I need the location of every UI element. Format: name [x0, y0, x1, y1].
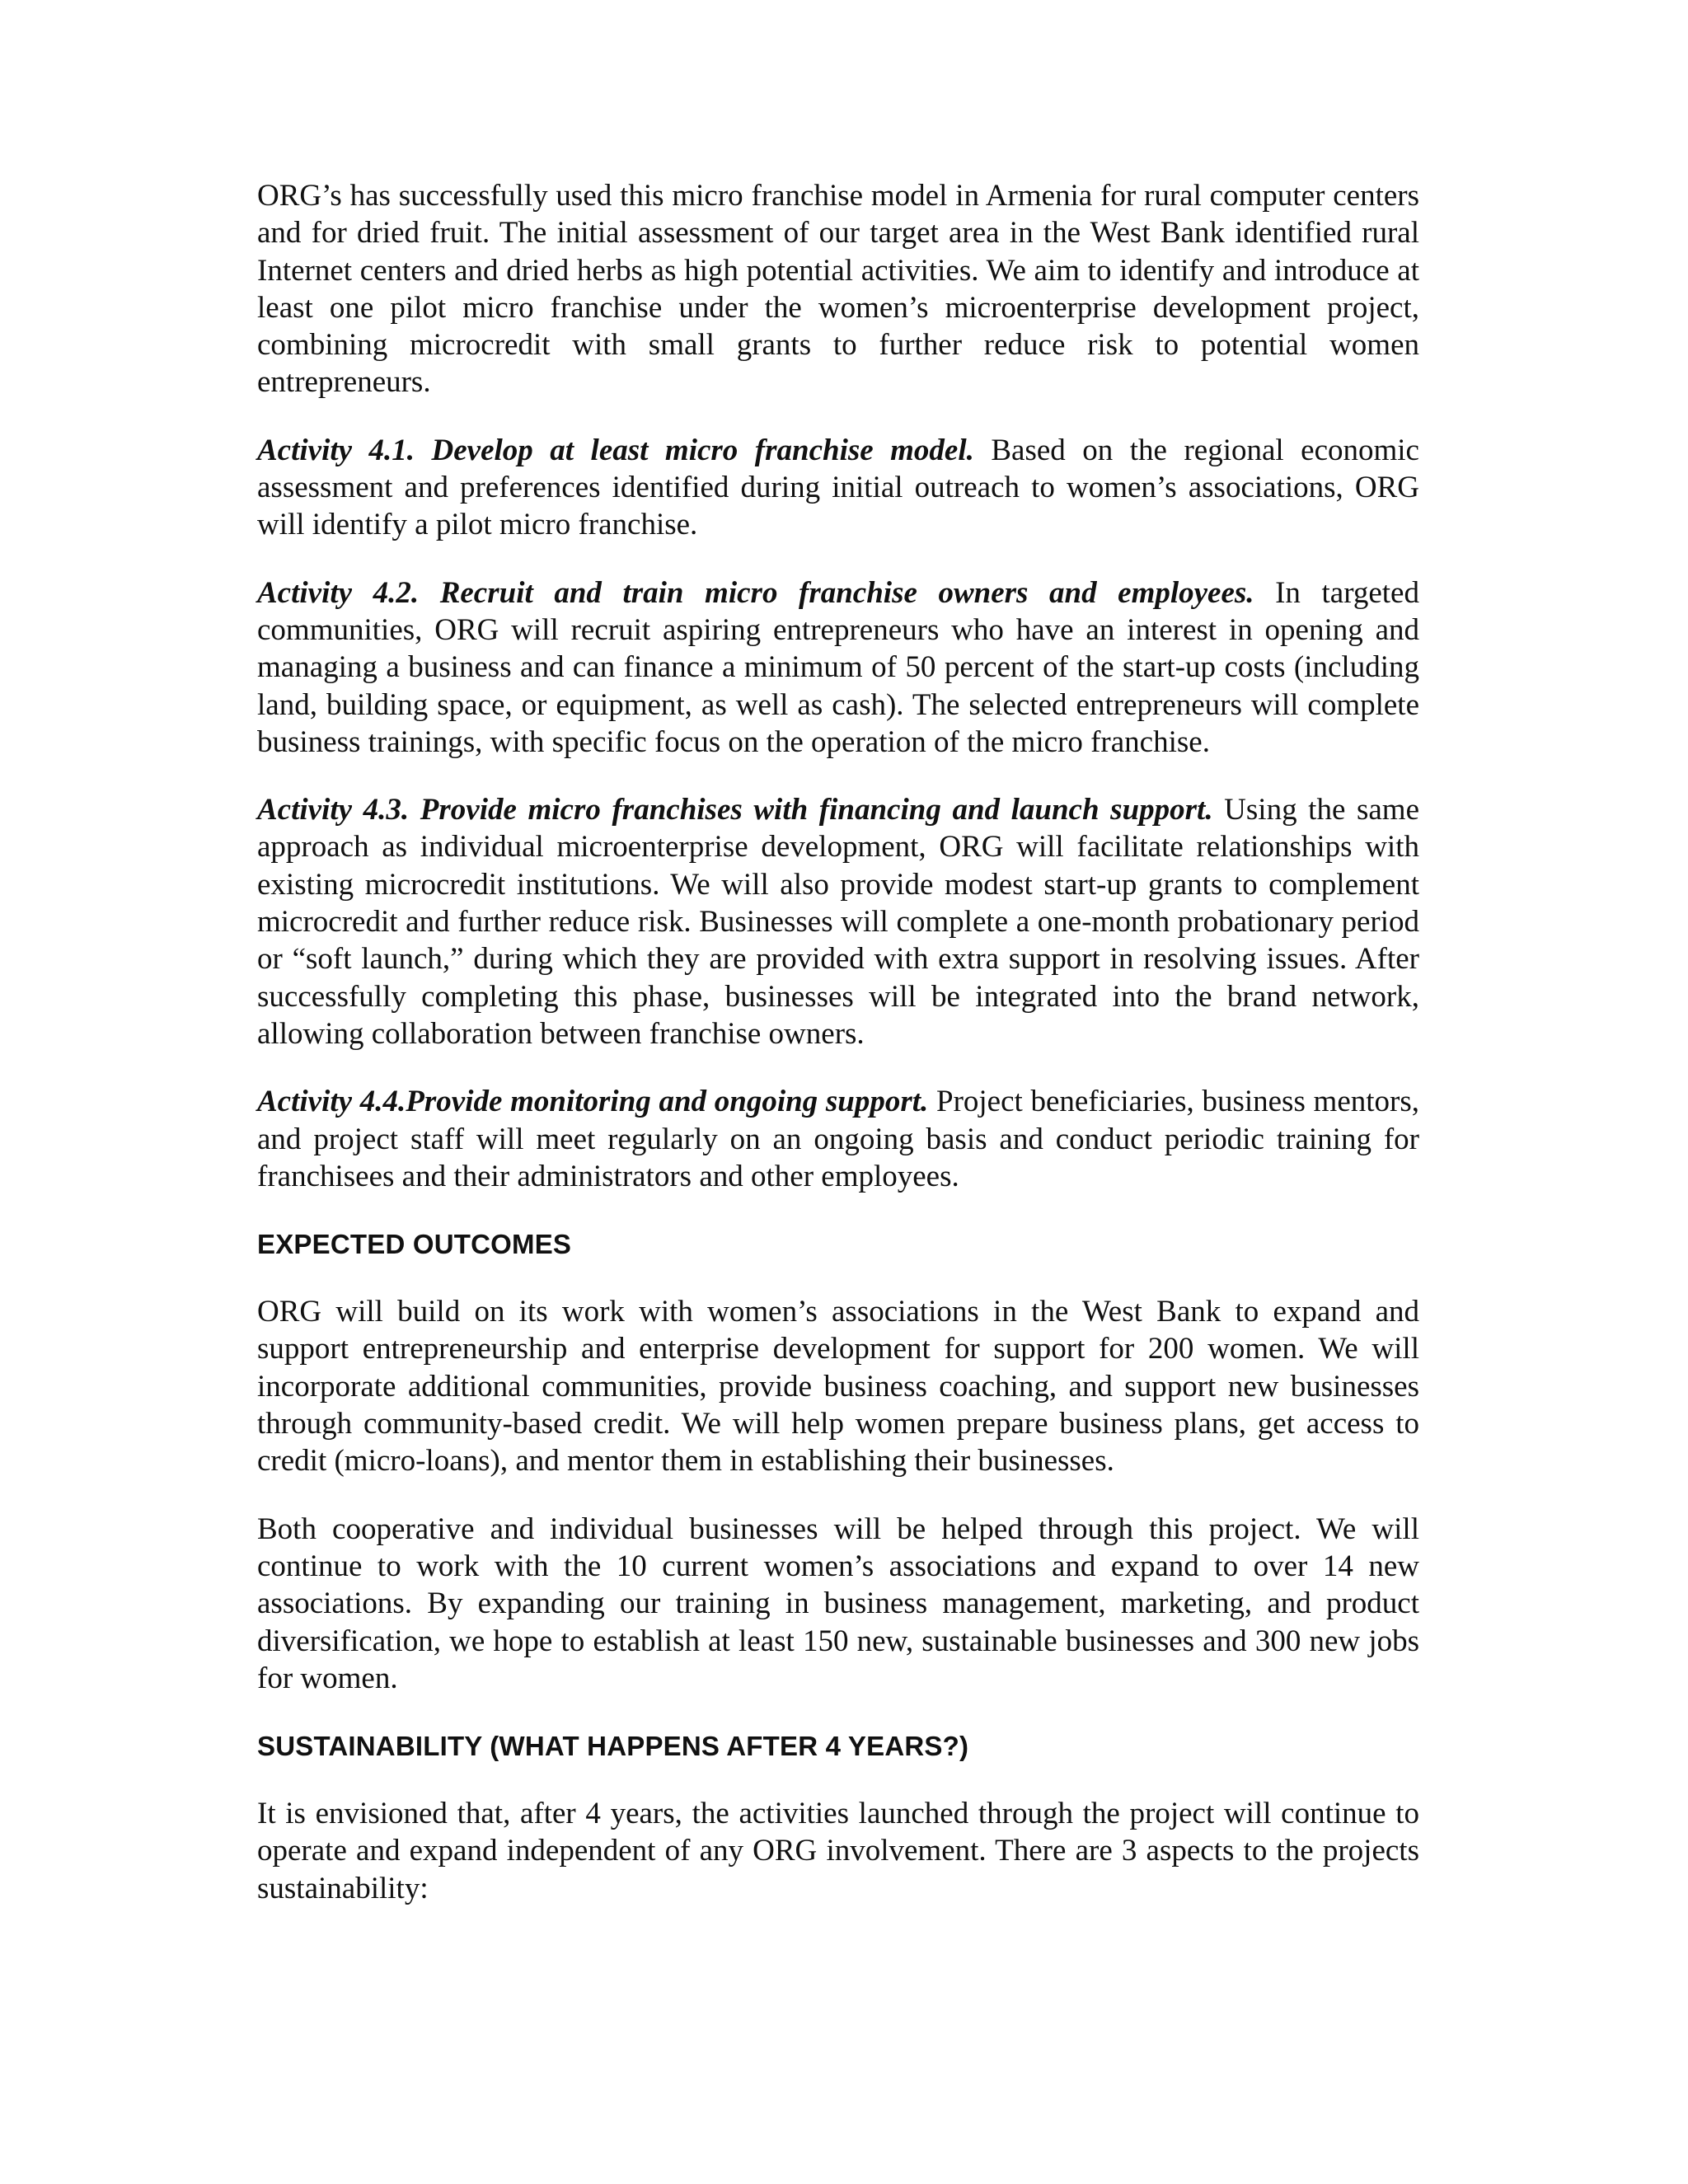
outcomes-paragraph-2: Both cooperative and individual businesses will be helped through this project. We will continue to work with the 10 current women’s associations and expand to over 14 new associations. By expanding our training in business management, marketing, and product diversification, we hope to establish at least 150 new, sustainable businesses and 300 new jobs for women.	[257, 1511, 1419, 1695]
activity-4-2-text: In targeted communities, ORG will recruit aspiring entrepreneurs who have an interest in opening and managing a business and can finance a minimum of 50 percent of the start-up costs (including land, building space, or equipment, as well as cash). The selected entrepreneurs will complete business trainings, with specific focus on the operation of the micro franchise.	[257, 575, 1419, 759]
intro-paragraph: ORG’s has successfully used this micro franchise model in Armenia for rural computer centers and for dried fruit. The initial assessment of our target area in the West Bank identified rural Internet centers and dried herbs as high potential activities. We aim to identify and introduce at least one pilot micro franchise under the women’s microenterprise development project, combining microcredit with small grants to further reduce risk to potential women entrepreneurs.	[257, 179, 1419, 400]
activity-4-1-text: Based on the regional economic assessment and preferences identified during initial outreach to women’s associations, ORG will identify a pilot micro franchise.	[257, 433, 1419, 542]
activity-4-2-title: Activity 4.2. Recruit and train micro franchise owners and employees.	[257, 575, 1254, 610]
activity-4-3-text: Using the same approach as individual microenterprise development, ORG will facilitate relationships with existing microcredit institutions. We will also provide modest start-up grants to complement microcredit and further reduce risk. Businesses will complete a one-month probationary period or “soft launch,” during which they are provided with extra support in resolving issues. After successfully completing this phase, businesses will be integrated into the brand network, allowing collaboration between franchise owners.	[257, 793, 1420, 1051]
activity-4-3-paragraph	[257, 791, 1419, 1052]
sustainability-heading: SUSTAINABILITY (WHAT HAPPENS AFTER 4 YEARS?)	[257, 1731, 969, 1762]
activity-4-1-title: Activity 4.1. Develop at least micro franchise model.	[257, 433, 974, 467]
activity-4-3-title: Activity 4.3. Provide micro franchises with financing and launch support.	[257, 793, 1213, 827]
expected-outcomes-heading: EXPECTED OUTCOMES	[257, 1229, 572, 1260]
sustainability-paragraph: It is envisioned that, after 4 years, the activities launched through the project will continue to operate and expand independent of any ORG involvement. There are 3 aspects to the projects sustainability:	[257, 1797, 1419, 1905]
document-page	[257, 177, 1419, 1938]
outcomes-paragraph-1: ORG will build on its work with women’s associations in the West Bank to expand and support entrepreneurship and enterprise development for support for 200 women. We will incorporate additional communities, provide business coaching, and support new businesses through community-based credit. We will help women prepare business plans, get access to credit (micro-loans), and mentor them in establishing their businesses.	[257, 1295, 1419, 1479]
activity-4-4-title: Activity 4.4.Provide monitoring and ongoing support.	[257, 1085, 929, 1119]
activity-4-4-text: Project beneficiaries, business mentors, and project staff will meet regularly on an ongoing basis and conduct periodic training for franchisees and their administrators and other employees.	[257, 1085, 1419, 1193]
activity-4-2-paragraph	[257, 574, 1419, 761]
activity-4-1-paragraph	[257, 432, 1419, 544]
activity-4-4-paragraph	[257, 1083, 1419, 1195]
